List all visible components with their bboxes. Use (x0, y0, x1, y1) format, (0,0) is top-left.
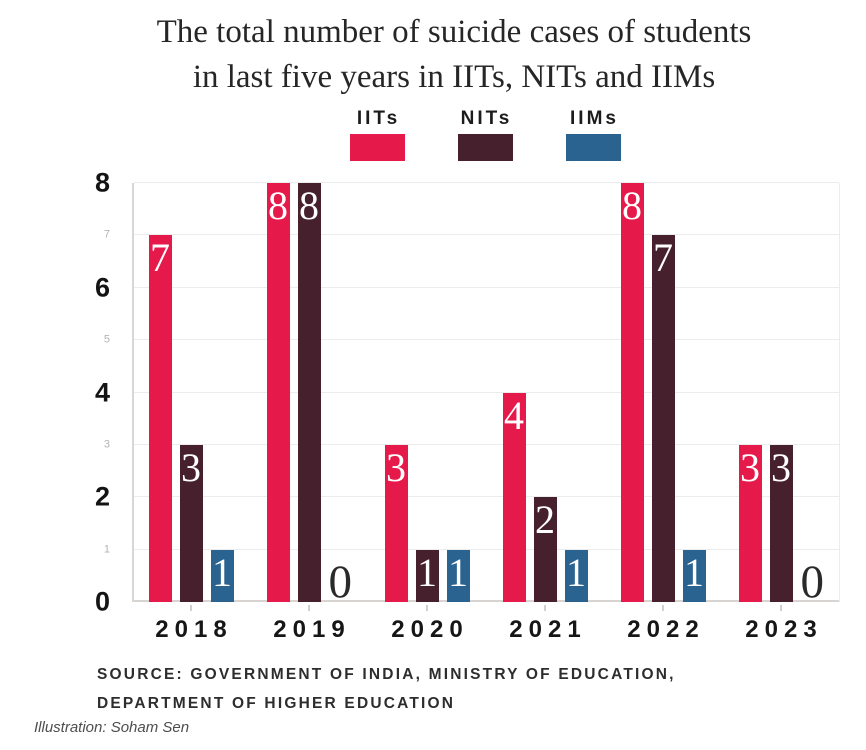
x-label-cell-2020 (368, 604, 486, 644)
bar-slot-IIMs-2023 (800, 183, 824, 608)
bar-value-label-IITs-2022: 8 (622, 183, 642, 228)
source-note (97, 661, 676, 718)
bar-value-label-IIMs-2021: 1 (566, 549, 586, 595)
bar-value-label-NITs-2020: 1 (417, 549, 437, 595)
bar-value-label-NITs-2022: 7 (653, 235, 673, 281)
legend-label-NITs: NITs (460, 107, 513, 129)
bar-group-2019 (250, 183, 368, 608)
legend-item-IIMs (566, 108, 621, 161)
legend-item-IITs (350, 108, 405, 161)
bar-NITs-2018 (180, 445, 203, 602)
bar-slot-NITs-2022 (652, 183, 675, 602)
bar-NITs-2022 (652, 235, 675, 602)
y-tick-label-2: 2 (94, 481, 110, 512)
y-tick-label-5: 5 (103, 333, 110, 346)
bar-group-2021 (486, 183, 604, 602)
zero-value-label-IIMs-2019: 0 (328, 556, 352, 608)
y-tick-label-1: 1 (103, 543, 110, 556)
bar-value-label-IITs-2020: 3 (386, 444, 406, 490)
bar-IITs-2018 (149, 235, 172, 602)
source-line-2: DEPARTMENT OF HIGHER EDUCATION (97, 694, 456, 712)
legend-swatch-IITs (350, 134, 405, 161)
legend-swatch-NITs (458, 134, 513, 161)
x-axis-label-2020: 2020 (391, 616, 469, 643)
bar-group-2018 (132, 183, 250, 602)
chart-title-line-1: The total number of suicide cases of students (156, 14, 752, 50)
bar-slot-IIMs-2020 (447, 183, 470, 602)
x-label-cell-2022 (604, 604, 722, 644)
bar-slot-NITs-2018 (180, 183, 203, 602)
bar-slot-IITs-2022 (621, 183, 644, 602)
bar-groups (132, 183, 840, 608)
legend-label-IIMs: IIMs (570, 107, 619, 129)
y-tick-label-7: 7 (103, 228, 110, 241)
bar-value-label-IIMs-2020: 1 (448, 549, 468, 595)
bar-slot-IIMs-2018 (211, 183, 234, 602)
bar-value-label-IITs-2018: 7 (150, 235, 170, 281)
bar-NITs-2021 (534, 497, 557, 602)
y-axis (12, 167, 132, 617)
bar-IITs-2023 (739, 445, 762, 602)
x-label-cell-2021 (486, 604, 604, 644)
y-tick-label-8: 8 (94, 167, 110, 198)
bar-value-label-IIMs-2018: 1 (212, 549, 232, 595)
legend-label-IITs: IITs (356, 107, 401, 129)
x-axis-label-2022: 2022 (627, 616, 705, 643)
zero-value-label-IIMs-2023: 0 (800, 556, 824, 608)
bar-value-label-IIMs-2022: 1 (684, 549, 704, 595)
bar-IIMs-2021 (565, 550, 588, 602)
bar-IITs-2020 (385, 445, 408, 602)
bar-IITs-2022 (621, 183, 644, 602)
bar-slot-IIMs-2021 (565, 183, 588, 602)
legend (104, 108, 866, 161)
x-tick-2018 (190, 605, 192, 611)
bar-IIMs-2020 (447, 550, 470, 602)
bar-slot-NITs-2023 (770, 183, 793, 602)
x-axis-label-2023: 2023 (745, 616, 823, 643)
chart-area (94, 167, 840, 617)
bar-NITs-2023 (770, 445, 793, 602)
bar-value-label-IITs-2021: 4 (504, 392, 524, 438)
x-tick-2021 (544, 605, 546, 611)
bar-slot-NITs-2020 (416, 183, 439, 602)
x-axis-labels (132, 604, 840, 644)
chart-title-line-2: in last five years in IITs, NITs and IIMs (192, 58, 716, 95)
bar-slot-IITs-2018 (149, 183, 172, 602)
x-tick-2022 (662, 605, 664, 611)
bar-slot-NITs-2019 (298, 183, 321, 602)
bar-value-label-NITs-2018: 3 (181, 444, 201, 490)
bar-IITs-2019 (267, 183, 290, 602)
bar-value-label-IITs-2019: 8 (268, 183, 288, 228)
bar-slot-IIMs-2022 (683, 183, 706, 602)
x-tick-2023 (780, 605, 782, 611)
y-tick-label-3: 3 (103, 438, 110, 451)
bar-value-label-NITs-2023: 3 (771, 444, 791, 490)
x-axis-label-2019: 2019 (273, 616, 351, 643)
x-label-cell-2023 (722, 604, 840, 644)
bar-value-label-NITs-2019: 8 (299, 183, 319, 228)
bar-slot-IITs-2020 (385, 183, 408, 602)
x-label-cell-2018 (132, 604, 250, 644)
chart-title (0, 10, 866, 100)
x-tick-2020 (426, 605, 428, 611)
bar-slot-IITs-2023 (739, 183, 762, 602)
y-tick-label-0: 0 (94, 586, 110, 617)
y-tick-label-6: 6 (94, 272, 110, 303)
bar-slot-IITs-2021 (503, 183, 526, 602)
x-tick-2019 (308, 605, 310, 611)
x-axis-label-2021: 2021 (509, 616, 587, 643)
bar-group-2020 (368, 183, 486, 602)
x-label-cell-2019 (250, 604, 368, 644)
bar-IIMs-2022 (683, 550, 706, 602)
legend-item-NITs (458, 108, 513, 161)
x-axis-label-2018: 2018 (155, 616, 233, 643)
bar-slot-NITs-2021 (534, 183, 557, 602)
bar-slot-IITs-2019 (267, 183, 290, 602)
bar-IITs-2021 (503, 393, 526, 603)
y-tick-label-4: 4 (94, 377, 110, 407)
bar-IIMs-2018 (211, 550, 234, 602)
source-line-1: SOURCE: GOVERNMENT OF INDIA, MINISTRY OF EDUCATION, (97, 666, 676, 683)
bar-NITs-2019 (298, 183, 321, 602)
legend-swatch-IIMs (566, 134, 621, 161)
bar-value-label-IITs-2023: 3 (740, 444, 760, 490)
bar-slot-IIMs-2019 (328, 183, 352, 608)
bar-group-2022 (604, 183, 722, 602)
bar-group-2023 (722, 183, 840, 608)
bar-NITs-2020 (416, 550, 439, 602)
illustration-credit: Illustration: Soham Sen (34, 719, 190, 736)
bar-value-label-NITs-2021: 2 (535, 497, 555, 543)
